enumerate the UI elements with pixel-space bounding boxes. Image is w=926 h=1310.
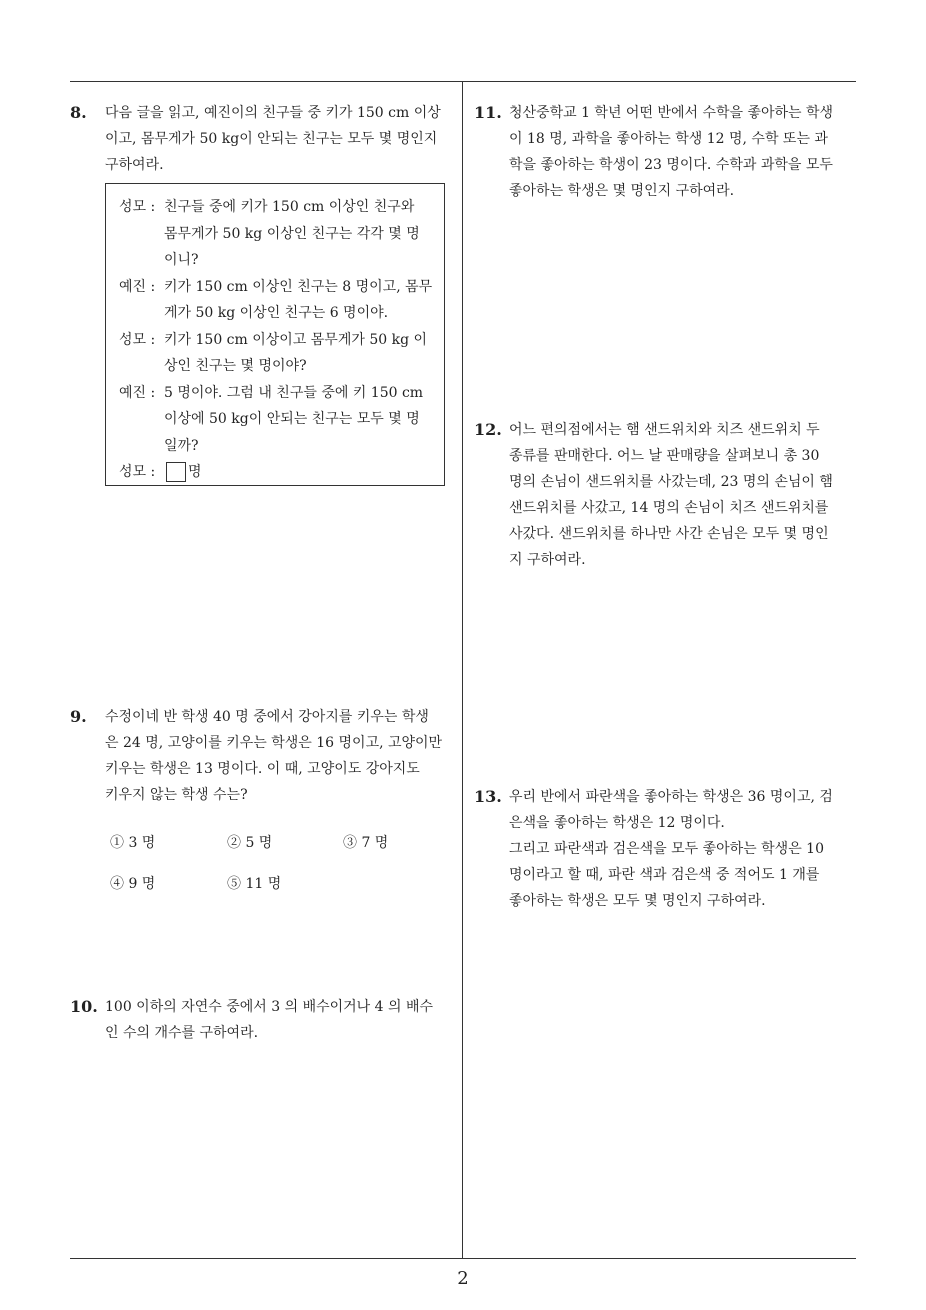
question-text-line: 명이라고 할 때, 파란 색과 검은색 중 적어도 1 개를 <box>509 867 820 883</box>
question-text-line: 청산중학교 1 학년 어떤 반에서 수학을 좋아하는 학생 <box>509 105 834 121</box>
question-number: 11. <box>474 103 502 122</box>
question-13 <box>474 784 864 914</box>
dialog-speaker: 성모 : <box>119 199 156 215</box>
question-text-line: 지 구하여라. <box>509 552 586 568</box>
choice-3[interactable]: ③ 7 명 <box>343 835 389 851</box>
page-number: 2 <box>457 1268 469 1289</box>
question-text-line: 100 이하의 자연수 중에서 3 의 배수이거나 4 의 배수 <box>105 999 434 1015</box>
choice-2[interactable]: ② 5 명 <box>227 835 273 851</box>
choice-5[interactable]: ⑤ 11 명 <box>227 876 282 892</box>
question-text-line: 종류를 판매한다. 어느 날 판매량을 살펴보니 총 30 <box>509 448 820 464</box>
dialog-box <box>105 183 445 486</box>
question-text-line: 수정이네 반 학생 40 명 중에서 강아지를 키우는 학생 <box>105 709 429 725</box>
top-rule <box>70 81 856 82</box>
question-text-line: 다음 글을 읽고, 예진이의 친구들 중 키가 150 cm 이상 <box>105 105 441 121</box>
question-text-line: 키우지 않는 학생 수는? <box>105 787 248 803</box>
column-divider <box>462 82 463 1259</box>
dialog-line: 친구들 중에 키가 150 cm 이상인 친구와 <box>164 199 415 215</box>
dialog-turn <box>119 274 444 327</box>
dialog-line: 상인 친구는 몇 명이야? <box>164 358 307 374</box>
question-number: 12. <box>474 420 502 439</box>
question-11 <box>474 100 864 204</box>
dialog-line: 키가 150 cm 이상이고 몸무게가 50 kg 이 <box>164 331 428 348</box>
question-text-line: 샌드위치를 사갔고, 14 명의 손님이 치즈 샌드위치를 <box>509 500 829 516</box>
dialog-line: 일까? <box>164 437 199 454</box>
dialog-answer-turn <box>119 459 444 486</box>
dialog-turn <box>119 327 444 380</box>
question-text-line: 학을 좋아하는 학생이 23 명이다. 수학과 과학을 모두 <box>509 157 833 173</box>
choice-4[interactable]: ④ 9 명 <box>110 876 156 892</box>
question-text-line: 어느 편의점에서는 햄 샌드위치와 치즈 샌드위치 두 <box>509 422 820 438</box>
answer-blank-box <box>166 462 186 482</box>
question-10 <box>70 994 460 1046</box>
bottom-rule <box>70 1258 856 1259</box>
question-text-line: 그리고 파란색과 검은색을 모두 좋아하는 학생은 10 <box>509 841 824 857</box>
dialog-line: 5 명이야. 그럼 내 친구들 중에 키 150 cm <box>164 384 424 401</box>
dialog-speaker: 성모 : <box>119 464 156 480</box>
question-12 <box>474 417 864 573</box>
question-text-line: 은 24 명, 고양이를 키우는 학생은 16 명이고, 고양이만 <box>105 735 443 751</box>
question-text-line: 은색을 좋아하는 학생은 12 명이다. <box>509 815 725 831</box>
dialog-turn <box>119 194 444 274</box>
choice-1[interactable]: ① 3 명 <box>110 835 156 851</box>
question-number: 13. <box>474 787 502 806</box>
question-text-line: 키우는 학생은 13 명이다. 이 때, 고양이도 강아지도 <box>105 761 420 777</box>
question-number: 9. <box>70 707 87 726</box>
question-text-line: 좋아하는 학생은 몇 명인지 구하여라. <box>509 183 735 199</box>
dialog-turn <box>119 380 444 460</box>
question-text-line: 인 수의 개수를 구하여라. <box>105 1025 259 1041</box>
dialog-speaker: 예진 : <box>119 384 156 401</box>
dialog-speaker: 예진 : <box>119 278 156 295</box>
answer-unit: 명 <box>188 464 202 480</box>
question-9 <box>70 704 460 808</box>
question-number: 10. <box>70 997 98 1016</box>
question-text-line: 이고, 몸무게가 50 kg이 안되는 친구는 모두 몇 명인지 <box>105 131 438 147</box>
question-text-line: 우리 반에서 파란색을 좋아하는 학생은 36 명이고, 검 <box>509 789 833 805</box>
dialog-line: 몸무게가 50 kg 이상인 친구는 각각 몇 명 <box>164 225 420 242</box>
question-number: 8. <box>70 103 87 122</box>
dialog-line: 키가 150 cm 이상인 친구는 8 명이고, 몸무 <box>164 278 433 295</box>
dialog-speaker: 성모 : <box>119 331 156 348</box>
dialog-answer-line <box>164 459 444 486</box>
question-text-line: 명의 손님이 샌드위치를 사갔는데, 23 명의 손님이 햄 <box>509 474 833 490</box>
question-8 <box>70 100 460 178</box>
dialog-line: 이상에 50 kg이 안되는 친구는 모두 몇 명 <box>164 411 420 427</box>
dialog-line: 게가 50 kg 이상인 친구는 6 명이야. <box>164 305 389 321</box>
question-text-line: 이 18 명, 과학을 좋아하는 학생 12 명, 수학 또는 과 <box>509 131 828 147</box>
question-text-line: 좋아하는 학생은 모두 몇 명인지 구하여라. <box>509 893 766 909</box>
question-text-line: 사갔다. 샌드위치를 하나만 사간 손님은 모두 몇 명인 <box>509 526 829 542</box>
dialog-line: 이니? <box>164 252 199 268</box>
question-text-line: 구하여라. <box>105 157 164 173</box>
